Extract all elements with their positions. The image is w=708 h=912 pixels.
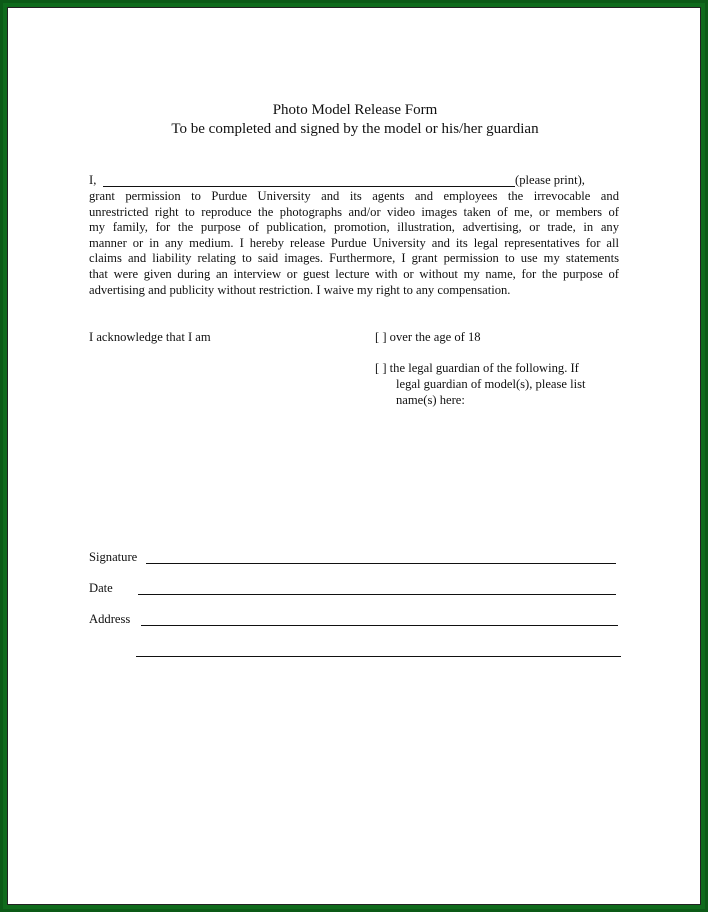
address-line-2[interactable] (136, 656, 621, 657)
address-line-1[interactable] (141, 625, 618, 626)
paragraph-line: advertising and publicity without restriction. I waive my right to any compensation. (89, 282, 511, 297)
form-subtitle: To be completed and signed by the model or his/her guardian (171, 121, 539, 137)
form-title: Photo Model Release Form (272, 102, 438, 118)
legal-guardian-checkbox-option[interactable]: [ ] the legal guardian of the following. If (375, 361, 579, 375)
date-label: Date (89, 581, 113, 595)
paragraph-line: claims and liability relating to said images. Furthermore, I grant permission to use my statements (89, 251, 619, 266)
signature-line[interactable] (146, 563, 616, 564)
name-print-line[interactable] (103, 186, 515, 187)
paragraph-line: grant permission to Purdue University and its agents and employees the irrevocable and (89, 189, 619, 203)
acknowledge-label: I acknowledge that I am (89, 330, 211, 344)
guardian-names-label: name(s) here: (396, 393, 465, 407)
address-label: Address (89, 612, 131, 626)
paragraph-line: that were given during an interview or guest lecture with or without my name, for the purpose of (89, 266, 619, 281)
release-paragraph (89, 189, 619, 298)
intro-i: I, (89, 173, 97, 187)
date-line[interactable] (138, 594, 616, 595)
paragraph-line: manner or in any medium. I hereby release Purdue University and its legal representatives for all (89, 235, 619, 250)
over-18-checkbox-option[interactable]: [ ] over the age of 18 (375, 330, 481, 344)
form-page (7, 7, 701, 905)
signature-label: Signature (89, 550, 138, 564)
please-print-label: (please print), (515, 173, 585, 187)
guardian-instruction-line: legal guardian of model(s), please list (396, 377, 586, 391)
paragraph-line: my family, for the purpose of publication, promotion, illustration, advertising, or trade, in any (89, 220, 619, 235)
paragraph-line: unrestricted right to reproduce the photographs and/or video images taken of me, or members of (89, 204, 619, 219)
